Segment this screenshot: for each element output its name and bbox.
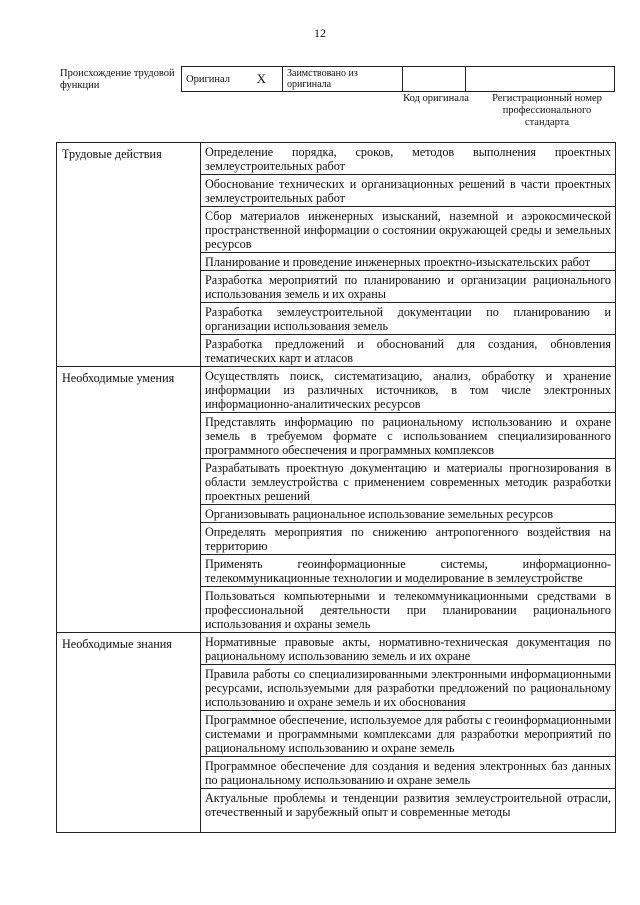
list-item: Обоснование технических и организационных решений в части проектных землеустроительных работ [201,175,616,207]
list-item [201,789,616,833]
list-item: Сбор материалов инженерных изысканий, наземной и аэрокосмической пространственной информации о состоянии окружающей среды и земельных ресурсов [201,207,616,253]
list-item: Разработка предложений и обоснований для создания, обновления тематических карт и атласов [201,335,616,367]
table-row [57,367,616,413]
registration-number-caption: Регистрационный номер профессионального стандарта [492,93,602,128]
list-item: Правила работы со специализированными электронными информационными ресурсами, используемыми для разработки предложений по рациональному использованию и охране земель и их обоснования [201,665,616,711]
list-item: Программное обеспечение для создания и ведения электронных баз данных по рациональному использованию и охране земель [201,757,616,789]
original-cell [182,67,283,92]
section-title-required-knowledge: Необходимые знания [57,633,201,833]
list-item: Определение порядка, сроков, методов выполнения проектных землеустроительных работ [201,143,616,175]
list-item: Разработка мероприятий по планированию и организации рационального использования земель и их охраны [201,271,616,303]
table-row [57,143,616,175]
list-item: Программное обеспечение, используемое для работы с геоинформационными системами и программными комплексами для разработки мероприятий по рациональному использованию и охране земель [201,711,616,757]
original-mark: X [256,71,266,86]
list-item: Нормативные правовые акты, нормативно-техническая документация по рациональному использованию земель и их охране [201,633,616,665]
original-code-cell [403,67,466,92]
section-title-required-skills: Необходимые умения [57,367,201,633]
registration-number-cell [466,67,615,92]
table-row [57,633,616,665]
last-item-text: Актуальные проблемы и тенденции развития землеустроительной отрасли, отечественный и зарубежный опыт и современные методы [205,791,611,819]
list-item: Организовывать рациональное использование земельных ресурсов [201,505,616,523]
origin-label: Происхождение трудовой функции [60,68,175,91]
list-item: Применять геоинформационные системы, информационно-телекоммуникационные технологии и моделирование в землеустройстве [201,555,616,587]
list-item: Разработка землеустроительной документации по планированию и организации использования земель [201,303,616,335]
list-item: Определять мероприятия по снижению антропогенного воздействия на территорию [201,523,616,555]
list-item: Представлять информацию по рациональному использованию и охране земель в требуемом формате с использованием специализированного программного обеспечения и программных комплексов [201,413,616,459]
list-item: Пользоваться компьютерными и телекоммуникационными средствами в профессиональной деятельности при планировании рационального использования и охраны земель [201,587,616,633]
section-title-labor-actions: Трудовые действия [57,143,201,367]
function-origin-block [56,66,616,136]
origin-table [181,66,615,92]
borrowed-cell: Заимствовано из оригинала [283,67,403,92]
original-label: Оригинал [186,73,230,85]
original-code-caption: Код оригинала [403,93,469,104]
list-item: Осуществлять поиск, систематизацию, анализ, обработку и хранение информации из различных источников, в том числе электронных информационно-аналитических ресурсов [201,367,616,413]
list-item: Разрабатывать проектную документацию и материалы прогнозирования в области землеустройства с применением современных методик разработки проектных решений [201,459,616,505]
page-number: 12 [314,26,326,40]
list-item: Планирование и проведение инженерных проектно-изыскательских работ [201,253,616,271]
labor-function-table [56,142,616,833]
